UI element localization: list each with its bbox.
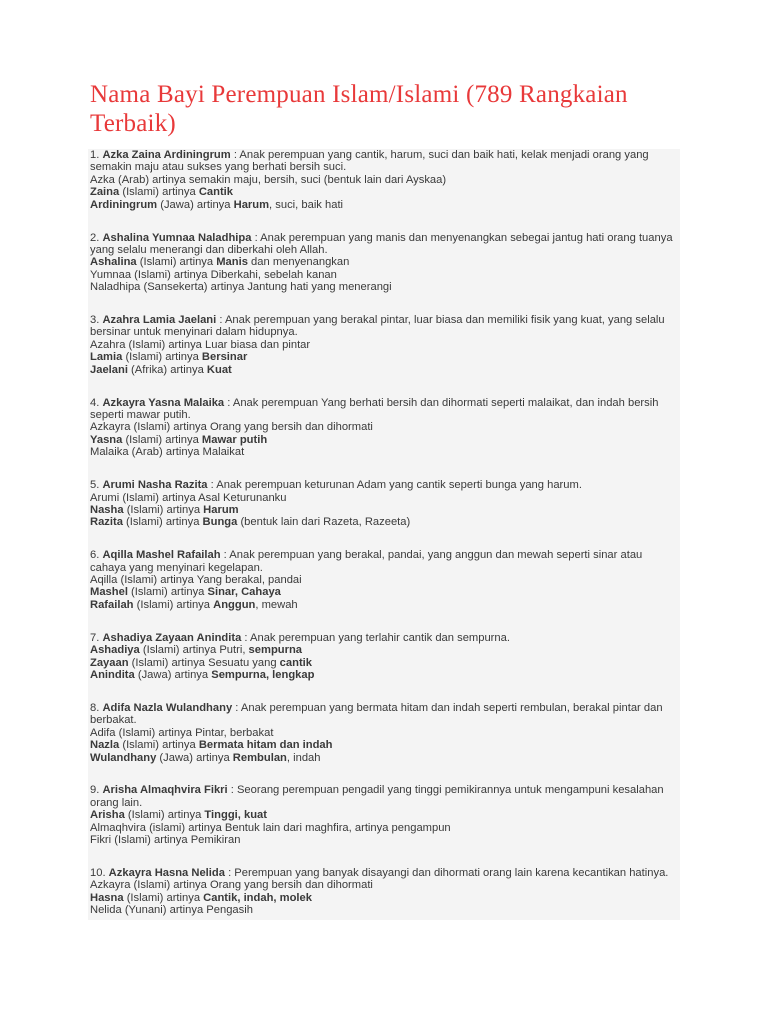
entry-number: 10. [90,866,106,879]
entry-name: Arisha Almaqhvira Fikri [102,784,228,797]
entry-heading [90,232,680,257]
entry-description: : Anak perempuan yang cantik, harum, suci dan baik hati, kelak menjadi orang yang semakin maju atau sukses yang berhati bersih suci. [90,149,649,174]
meaning-line [90,739,680,751]
meaning-line [90,727,680,739]
entry-heading [90,632,680,644]
meaning-line [90,586,680,598]
entry-heading [90,314,680,339]
text: (bentuk lain dari Razeta, Razeeta) [237,516,411,529]
text: , suci, baik hati [269,198,344,211]
bold-text: Cantik [198,186,234,199]
text: (Islami) artinya [136,256,217,269]
bold-text: Manis [216,256,248,269]
meaning-line [90,504,680,516]
meaning-line [90,657,680,669]
bold-text: Nazla [90,739,120,752]
entry-description: : Anak perempuan yang manis dan menyenangkan sebegai jantug hati orang tuanya yang selalu menerangi dan diberkahi oleh Allah. [90,231,673,256]
text: (Islami) artinya [123,891,204,904]
entry-number: 2. [90,231,100,244]
list-item [90,867,680,917]
text: Aqilla (Islami) artinya Yang berakal, pandai [90,574,302,587]
entry-number: 9. [90,784,100,797]
meaning-line [90,599,680,611]
entry-description: : Anak perempuan keturunan Adam yang cantik seperti bunga yang harum. [207,479,582,492]
entry-name: Adifa Nazla Wulandhany [102,701,233,714]
entry-description: : Anak perempuan Yang berhati bersih dan dihormati seperti malaikat, dan indah bersih seperti mawar putih. [90,396,659,421]
bold-text: Arisha [90,809,125,822]
meaning-line [90,421,680,433]
entry-number: 7. [90,631,100,644]
entry-name: Arumi Nasha Razita [102,479,208,492]
entry-name: Azka Zaina Ardiningrum [102,149,231,161]
meaning-line [90,199,680,211]
entry-heading [90,479,680,491]
bold-text: Harum [203,503,239,516]
text: , mewah [255,598,298,611]
meaning-line [90,834,680,846]
list-item [90,232,680,294]
text: (Islami) artinya [123,503,204,516]
bold-text: Cantik, indah, molek [203,891,312,904]
entry-name: Ashadiya Zayaan Anindita [102,631,242,644]
list-item [90,549,680,611]
meaning-line [90,879,680,891]
entry-name: Azkayra Hasna Nelida [108,866,225,879]
bold-text: Anindita [90,669,135,681]
bold-text: Mashel [90,586,128,599]
bold-text: Ashadiya [90,644,140,657]
list-item [90,149,680,211]
entry-heading [90,549,680,574]
entry-description: : Anak perempuan yang berakal pintar, luar biasa dan memiliki fisik yang kuat, yang selalu bersinar untuk menyinari dalam hidupnya. [90,314,665,339]
bold-text: Ardiningrum [90,198,158,211]
bold-text: Hasna [90,891,124,904]
meaning-line [90,809,680,821]
entry-name: Azahra Lamia Jaelani [102,314,217,327]
meaning-line [90,892,680,904]
list-item [90,632,680,682]
text: Yumnaa (Islami) artinya Diberkahi, sebelah kanan [90,268,337,281]
meaning-line [90,174,680,186]
text: Azka (Arab) artinya semakin maju, bersih, suci (bentuk lain dari Ayskaa) [90,173,447,186]
text: Malaika (Arab) artinya Malaikat [90,446,245,459]
text: , indah [286,751,321,764]
meaning-line [90,644,680,656]
text: (Islami) artinya [119,186,199,199]
list-item [90,314,680,376]
text: (Islami) artinya [124,809,205,822]
entry-heading [90,702,680,727]
text: (Islami) artinya [122,351,202,364]
meaning-line [90,446,680,458]
entry-number: 6. [90,549,100,562]
meaning-line [90,516,680,528]
meaning-line [90,269,680,281]
meaning-line [90,186,680,198]
meaning-line [90,281,680,293]
text: Azahra (Islami) artinya Luar biasa dan pintar [90,338,311,351]
entry-number: 8. [90,701,100,714]
list-item [90,397,680,459]
entry-number: 3. [90,314,100,327]
bold-text: Harum [233,198,270,211]
bold-text: Jaelani [90,363,128,376]
meaning-line [90,574,680,586]
entry-name: Ashalina Yumnaa Naladhipa [102,231,252,244]
text: (Islami) artinya [122,516,203,529]
meaning-line [90,822,680,834]
entry-heading [90,149,680,174]
entry-description: : Anak perempuan yang bermata hitam dan indah seperti rembulan, berakal pintar dan berbakat. [90,701,663,727]
meaning-line [90,256,680,268]
bold-text: Zaina [90,186,120,199]
text: Nelida (Yunani) artinya Pengasih [90,904,253,917]
entry-heading [90,867,680,879]
bold-text: Sempurna, lengkap [211,669,315,681]
page-title: Nama Bayi Perempuan Islam/Islami (789 Rangkaian Terbaik) [90,81,628,137]
entry-description: : Anak perempuan yang terlahir cantik dan sempurna. [241,631,510,644]
meaning-line [90,339,680,351]
text: (Islami) artinya [122,433,202,446]
text: Azkayra (Islami) artinya Orang yang bersih dan dihormati [90,421,373,434]
text: Naladhipa (Sansekerta) artinya Jantung hati yang menerangi [90,281,392,294]
bold-text: Tinggi, kuat [204,809,267,822]
list-item [90,784,680,846]
entry-heading [90,784,680,809]
text: Almaqhvira (islami) artinya Bentuk lain dari maghfira, artinya pengampun [90,821,451,834]
entry-name: Aqilla Mashel Rafailah [102,549,221,562]
bold-text: Bersinar [201,351,248,364]
bold-text: Lamia [90,351,123,364]
entry-heading [90,397,680,422]
entry-description: : Anak perempuan yang berakal, pandai, yang anggun dan mewah seperti sinar atau cahaya yang menyinari kegelapan. [90,549,643,574]
bold-text: Razita [90,516,123,529]
bold-text: Bermata hitam dan indah [198,739,333,752]
meaning-line [90,669,680,681]
bold-text: Zayaan [90,656,129,669]
text: (Jawa) artinya [134,669,212,681]
text: (Islami) artinya [133,598,214,611]
text: (Islami) artinya [119,739,199,752]
bold-text: Nasha [90,503,124,516]
text: (Jawa) artinya [156,751,233,764]
text: (Islami) artinya Sesuatu yang [128,656,280,669]
entry-description: : Seorang perempuan pengadil yang tinggi pemikirannya untuk mengampuni kesalahan orang lain. [90,784,664,809]
bold-text: Wulandhany [90,751,157,764]
meaning-line [90,492,680,504]
meaning-line [90,364,680,376]
entry-number: 4. [90,396,100,409]
bold-text: Rembulan [232,751,287,764]
bold-text: Bunga [202,516,238,529]
text: (Afrika) artinya [127,363,207,376]
text: (Jawa) artinya [157,198,234,211]
text: (Islami) artinya Putri, [139,644,249,657]
list-item [90,479,680,529]
text: Azkayra (Islami) artinya Orang yang bersih dan dihormati [90,879,373,892]
text: Fikri (Islami) artinya Pemikiran [90,834,241,847]
text: Arumi (Islami) artinya Asal Keturunanku [90,491,287,504]
list-item [90,702,680,764]
entry-number: 1. [90,149,100,161]
entry-name: Azkayra Yasna Malaika [102,396,225,409]
text: dan menyenangkan [247,256,350,269]
name-list [88,149,680,920]
meaning-line [90,904,680,916]
bold-text: Ashalina [90,256,137,269]
bold-text: Mawar putih [201,433,268,446]
meaning-line [90,434,680,446]
bold-text: sempurna [248,644,303,657]
bold-text: Sinar, Cahaya [207,586,281,599]
text: (Islami) artinya [127,586,208,599]
bold-text: Kuat [206,363,232,376]
bold-text: cantik [279,656,313,669]
text: Adifa (Islami) artinya Pintar, berbakat [90,726,274,739]
entry-description: : Perempuan yang banyak disayangi dan dihormati orang lain karena kecantikan hatinya. [224,866,669,879]
entry-number: 5. [90,479,100,492]
meaning-line [90,351,680,363]
bold-text: Yasna [90,433,123,446]
bold-text: Anggun [213,598,256,611]
meaning-line [90,752,680,764]
bold-text: Rafailah [90,598,134,611]
